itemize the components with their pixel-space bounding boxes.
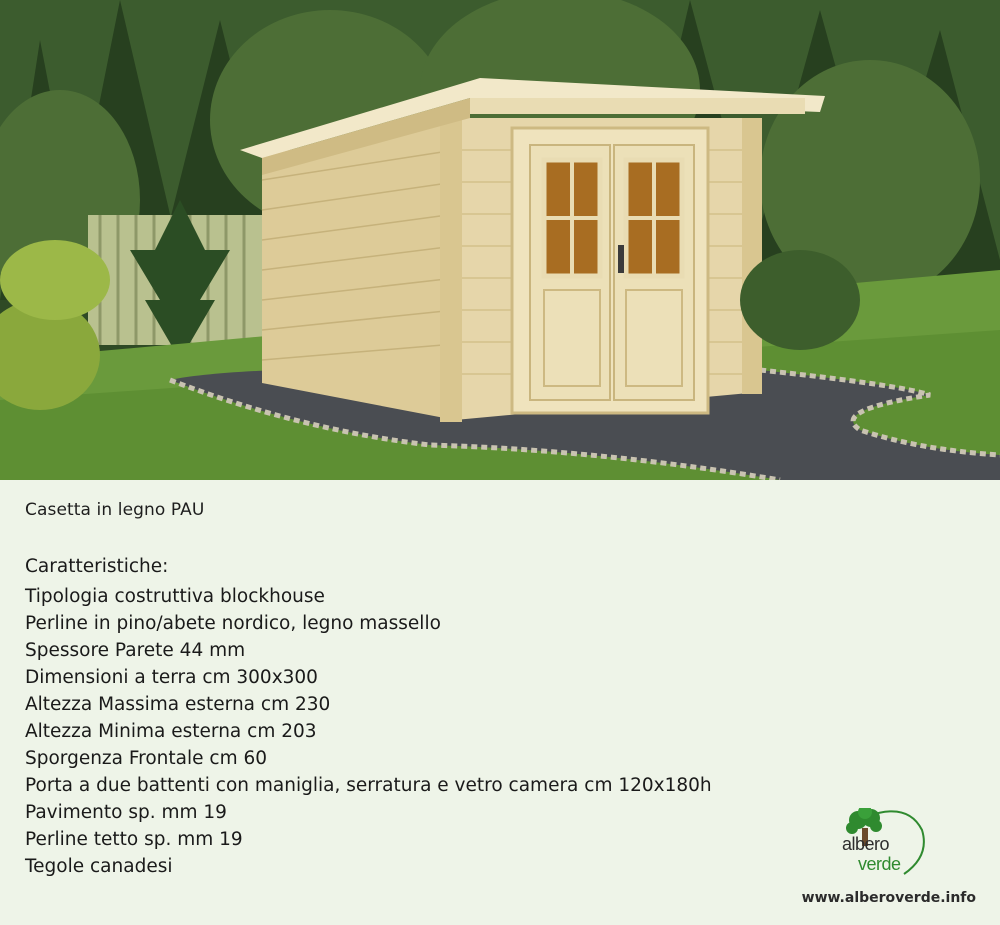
list-item: Spessore Parete 44 mm — [25, 640, 246, 661]
list-item: Pavimento sp. mm 19 — [25, 802, 227, 823]
albero-verde-logo — [838, 808, 930, 884]
list-item: Perline in pino/abete nordico, legno massello — [25, 613, 441, 634]
list-item: Tipologia costruttiva blockhouse — [25, 586, 325, 607]
list-item: Altezza Massima esterna cm 230 — [25, 694, 331, 715]
product-title: Casetta in legno PAU — [25, 500, 205, 520]
website-link[interactable]: www.alberoverde.info — [801, 890, 976, 906]
list-item: Dimensioni a terra cm 300x300 — [25, 667, 318, 688]
list-item: Sporgenza Frontale cm 60 — [25, 748, 268, 769]
features-heading: Caratteristiche: — [25, 556, 169, 577]
features-list — [25, 583, 712, 880]
list-item: Porta a due battenti con maniglia, serratura e vetro camera cm 120x180h — [25, 775, 712, 796]
list-item: Altezza Minima esterna cm 203 — [25, 721, 317, 742]
list-item: Tegole canadesi — [25, 856, 173, 877]
logo-word-verde: verde — [858, 854, 901, 874]
door-handle-icon — [618, 245, 624, 273]
list-item: Perline tetto sp. mm 19 — [25, 829, 243, 850]
description-panel — [0, 480, 1000, 925]
logo-word-albero: albero — [842, 834, 890, 854]
